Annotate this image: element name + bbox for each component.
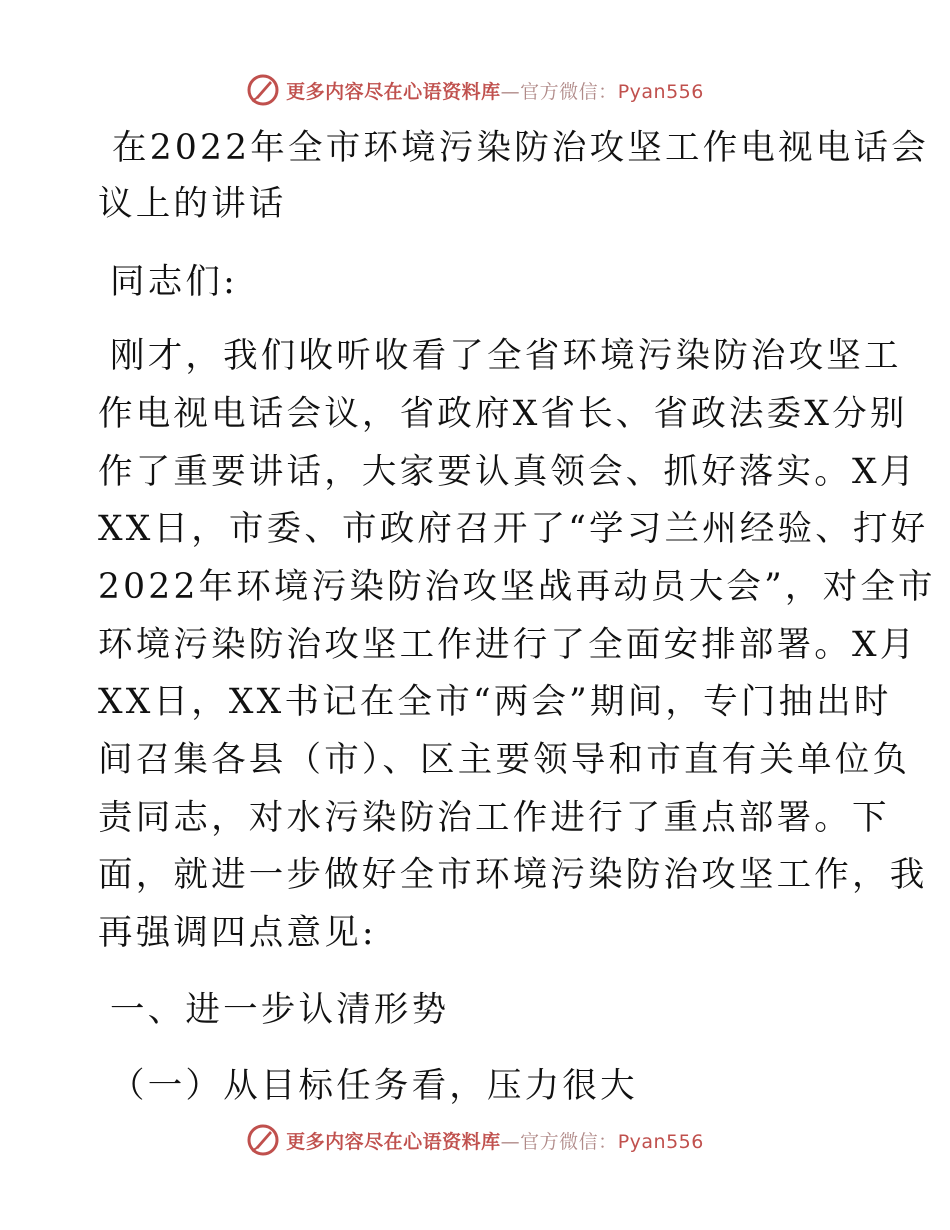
salutation: 同志们:	[110, 262, 238, 302]
watermark-text: 更多内容尽在心语资料库—官方微信：Pyan556	[286, 80, 704, 103]
watermark-footer	[0, 1120, 950, 1160]
paragraph-line: 面，就进一步做好全市环境污染防治攻坚工作，我	[98, 855, 928, 895]
paragraph-line: 刚才，我们收听收看了全省环境污染防治攻坚工	[110, 336, 902, 376]
paragraph-line: 责同志，对水污染防治工作进行了重点部署。下	[98, 798, 890, 838]
paragraph-line: 环境污染防治攻坚工作进行了全面安排部署。X月	[98, 625, 918, 665]
paragraph-line: XX日，市委、市政府召开了“学习兰州经验、打好	[98, 509, 929, 549]
subsection-heading: （一）从目标任务看，压力很大	[110, 1066, 638, 1106]
paragraph-line: 间召集各县（市）、区主要领导和市直有关单位负	[98, 740, 911, 780]
document-title-line-1: 在2022年全市环境污染防治攻坚工作电视电话会	[112, 128, 929, 168]
quill-logo-icon	[246, 1123, 280, 1157]
paragraph-line: 2022年环境污染防治攻坚战再动员大会”，对全市	[98, 567, 936, 607]
paragraph-line: 作电视电话会议，省政府X省长、省政法委X分别	[98, 394, 908, 434]
document-title-line-2: 议上的讲话	[98, 184, 287, 224]
section-heading: 一、进一步认清形势	[110, 990, 450, 1030]
watermark-header	[0, 70, 950, 110]
watermark-text: 更多内容尽在心语资料库—官方微信：Pyan556	[286, 1130, 704, 1153]
paragraph-line: 再强调四点意见:	[98, 913, 377, 953]
paragraph-line: XX日，XX书记在全市“两会”期间，专门抽出时	[98, 682, 892, 722]
paragraph-line: 作了重要讲话，大家要认真领会、抓好落实。X月	[98, 452, 918, 492]
quill-logo-icon	[246, 73, 280, 107]
